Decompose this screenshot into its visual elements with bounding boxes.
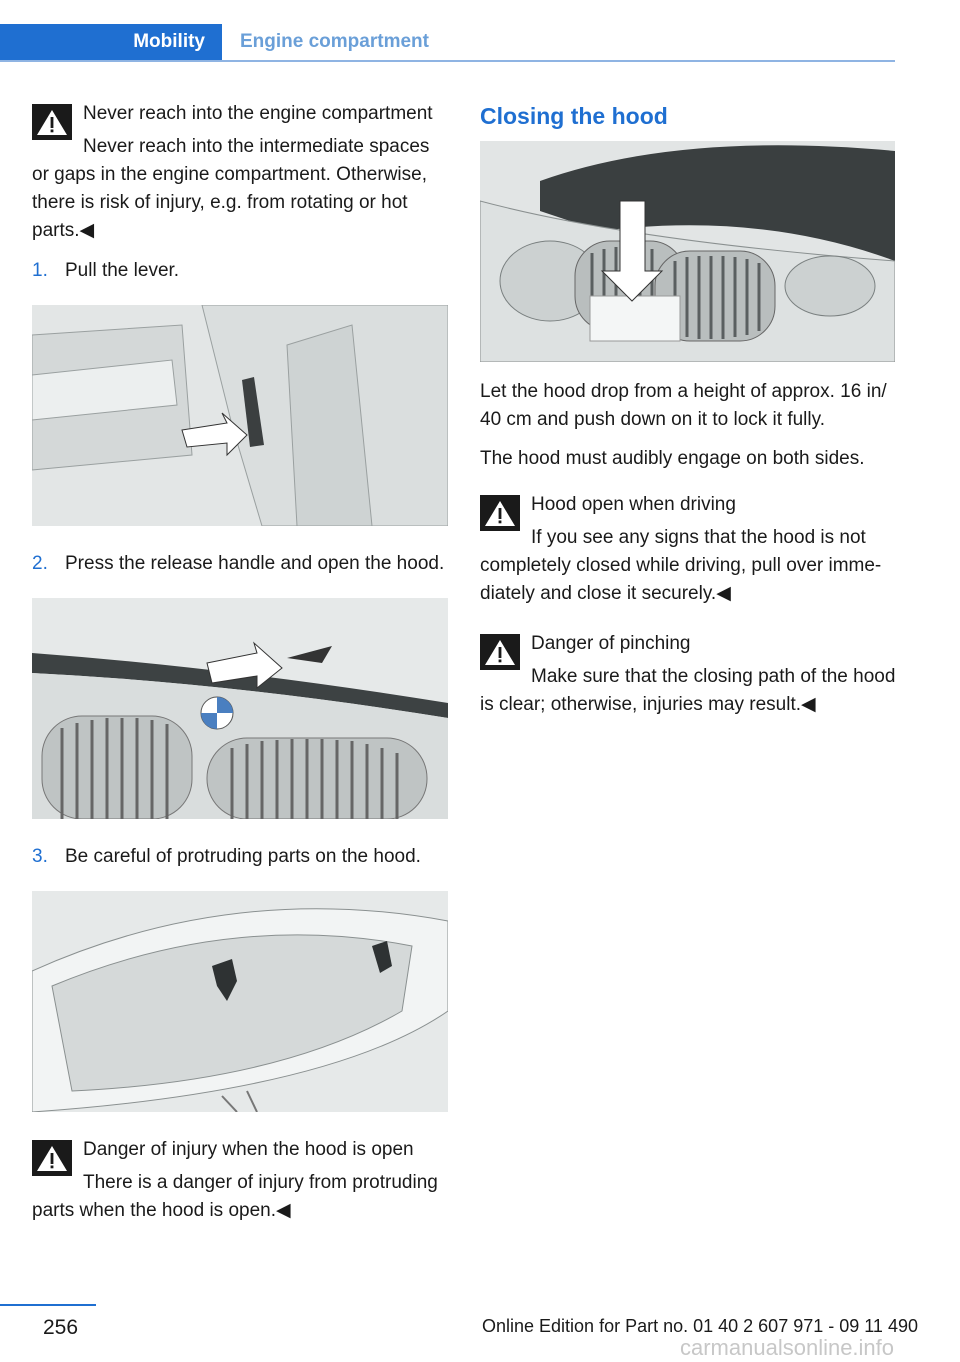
warning-title: Danger of injury when the hood is open — [83, 1139, 414, 1160]
warning-hood-open-injury — [32, 1136, 448, 1225]
step-1 — [32, 257, 448, 285]
step-text: Press the release handle and open the hood. — [65, 553, 445, 574]
page-header — [0, 24, 895, 62]
header-rule — [0, 60, 895, 62]
warning-body: There is a danger of injury from protruding parts when the hood is open.◀ — [32, 1172, 438, 1221]
warning-engine-compartment — [32, 100, 448, 245]
page-number: 256 — [43, 1316, 79, 1339]
step-text: Pull the lever. — [65, 260, 180, 281]
step-number: 1. — [32, 260, 48, 281]
figure-lever — [32, 305, 448, 526]
right-column — [480, 100, 896, 731]
warning-icon — [32, 104, 72, 140]
warning-title: Never reach into the engine compartment — [83, 103, 433, 124]
closing-instruction: Let the hood drop from a height of approx. 16 in/ 40 cm and push down on it to lock it fully. — [480, 381, 887, 430]
edition-footer: Online Edition for Part no. 01 40 2 607 971 - 09 11 490 — [482, 1316, 918, 1336]
warning-title: Hood open when driving — [531, 494, 736, 515]
warning-icon — [480, 495, 520, 531]
warning-pinching — [480, 630, 896, 719]
step-3 — [32, 843, 448, 871]
warning-body: Never reach into the intermediate spaces or gaps in the engine compartment. Otherwise, there is risk of injury, e.g. from rotating or hot parts.◀ — [32, 136, 430, 241]
closing-note: The hood must audibly engage on both sides. — [480, 448, 865, 469]
step-number: 2. — [32, 553, 48, 574]
warning-hood-open-driving — [480, 491, 896, 608]
warning-body: If you see any signs that the hood is not completely closed while driving, pull over imme‐ diately and close it securely.◀ — [480, 527, 882, 604]
step-number: 3. — [32, 846, 48, 867]
step-text: Be careful of protruding parts on the hood. — [65, 846, 421, 867]
step-2 — [32, 550, 448, 578]
warning-icon — [32, 1140, 72, 1176]
figure-release-handle — [32, 598, 448, 819]
chapter-tab: Engine compartment — [240, 31, 429, 52]
warning-body: Make sure that the closing path of the hood is clear; otherwise, injuries may result.◀ — [480, 666, 896, 715]
section-tab: Mobility — [0, 24, 222, 60]
figure-closing-hood — [480, 141, 895, 362]
page-number-rule — [0, 1304, 96, 1306]
left-column — [32, 100, 448, 1237]
section-title: Closing the hood — [480, 103, 668, 129]
warning-icon — [480, 634, 520, 670]
figure-open-hood — [32, 891, 448, 1112]
watermark: carmanualsonline.info — [680, 1335, 895, 1360]
warning-title: Danger of pinching — [531, 633, 691, 654]
